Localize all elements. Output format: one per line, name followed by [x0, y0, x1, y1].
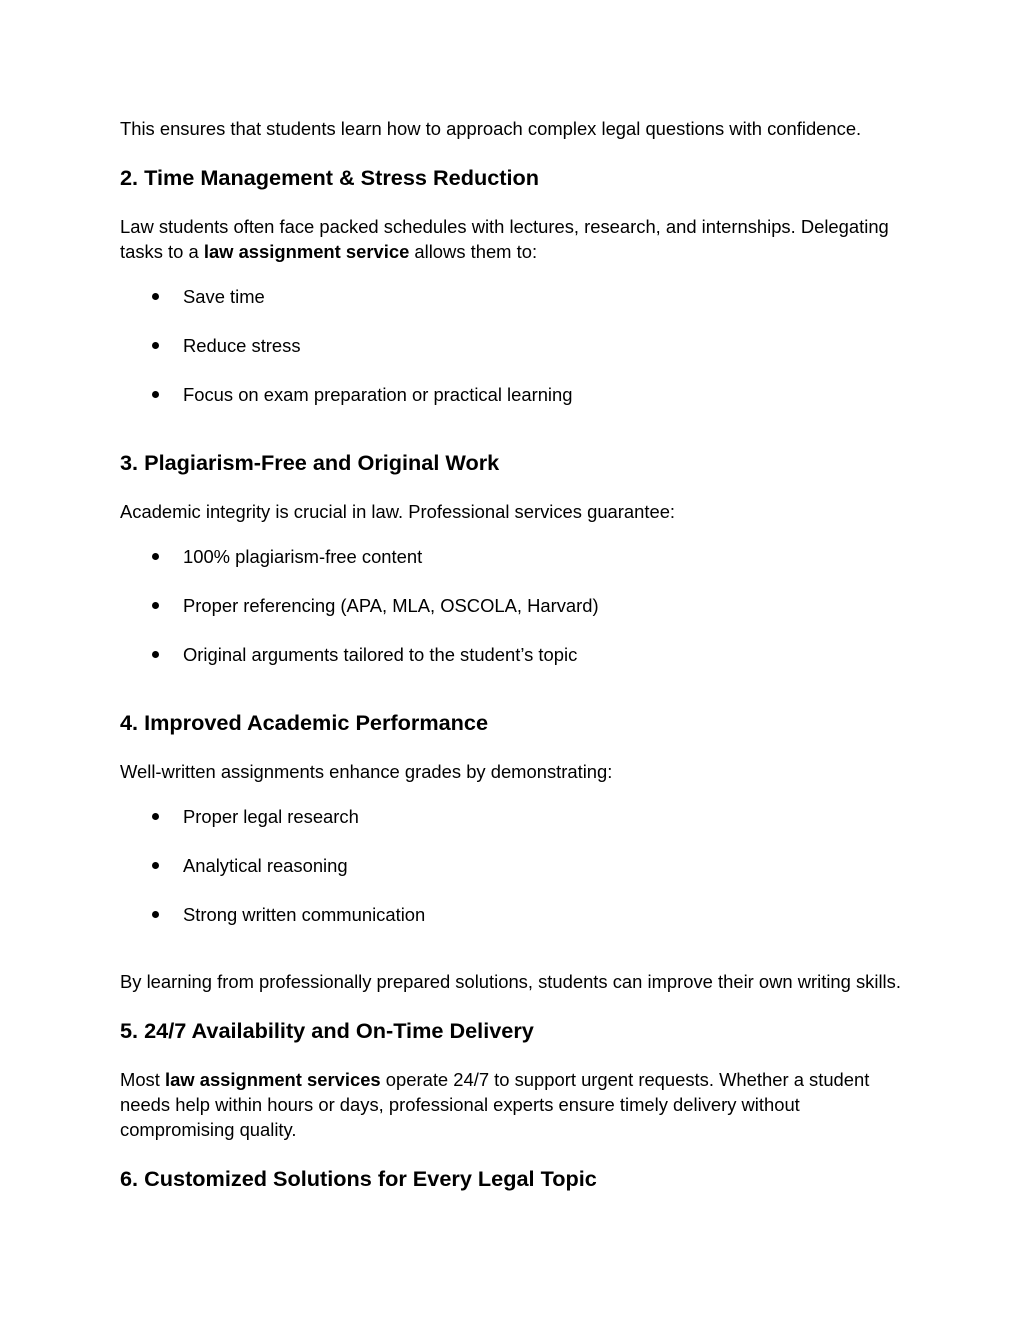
bullet-icon — [152, 342, 159, 349]
list-item-label: Save time — [183, 286, 265, 307]
paragraph-line — [120, 1067, 906, 1092]
bullet-icon — [152, 553, 159, 560]
list-item-label: Strong written communication — [183, 904, 426, 925]
section-heading: 5. 24/7 Availability and On-Time Delivery — [120, 1018, 534, 1043]
body-text: tasks to a — [120, 241, 204, 262]
section-heading: 4. Improved Academic Performance — [120, 710, 489, 735]
list-item-label: Focus on exam preparation or practical learning — [183, 384, 573, 405]
bullet-list — [120, 284, 906, 407]
list-item-label: Original arguments tailored to the student’s topic — [183, 644, 578, 665]
paragraph — [120, 969, 906, 994]
paragraph-line — [120, 116, 906, 141]
paragraph — [120, 214, 906, 264]
document-content — [120, 116, 906, 1193]
body-text: compromising quality. — [120, 1119, 297, 1140]
paragraph-line — [120, 499, 906, 524]
bold-text: law assignment service — [203, 241, 410, 262]
section-heading: 3. Plagiarism-Free and Original Work — [120, 450, 500, 475]
list-item-label: 100% plagiarism-free content — [183, 546, 423, 567]
list-item-label: Reduce stress — [183, 335, 301, 356]
list-item — [120, 902, 906, 927]
bullet-icon — [152, 602, 159, 609]
list-item-label: Analytical reasoning — [183, 855, 348, 876]
paragraph-line — [120, 969, 906, 994]
bullet-list — [120, 804, 906, 927]
body-text: Most — [120, 1069, 165, 1090]
bullet-list — [120, 544, 906, 667]
list-item — [120, 804, 906, 829]
bullet-icon — [152, 862, 159, 869]
body-text: allows them to: — [409, 241, 538, 262]
body-text: Academic integrity is crucial in law. Professional services guarantee: — [120, 501, 676, 522]
paragraph-line — [120, 239, 906, 264]
list-item-label: Proper referencing (APA, MLA, OSCOLA, Harvard) — [183, 595, 599, 616]
list-item — [120, 284, 906, 309]
bullet-icon — [152, 911, 159, 918]
bullet-icon — [152, 391, 159, 398]
bullet-icon — [152, 651, 159, 658]
body-text: needs help within hours or days, professional experts ensure timely delivery without — [120, 1094, 800, 1115]
paragraph-line — [120, 759, 906, 784]
paragraph — [120, 116, 906, 141]
list-item — [120, 382, 906, 407]
body-text: By learning from professionally prepared solutions, students can improve their own writing skills. — [120, 971, 901, 992]
paragraph-line — [120, 214, 906, 239]
paragraph — [120, 1067, 906, 1142]
body-text: Well-written assignments enhance grades by demonstrating: — [120, 761, 613, 782]
section-heading: 6. Customized Solutions for Every Legal Topic — [120, 1166, 597, 1191]
list-item-label: Proper legal research — [183, 806, 359, 827]
paragraph — [120, 759, 906, 784]
paragraph-line — [120, 1117, 906, 1142]
body-text: operate 24/7 to support urgent requests. Whether a student — [380, 1069, 870, 1090]
list-item — [120, 642, 906, 667]
list-item — [120, 593, 906, 618]
bullet-icon — [152, 813, 159, 820]
list-item — [120, 333, 906, 358]
bullet-icon — [152, 293, 159, 300]
body-text: Law students often face packed schedules with lectures, research, and internships. Delegating — [120, 216, 889, 237]
paragraph-line — [120, 1092, 906, 1117]
list-item — [120, 853, 906, 878]
body-text: This ensures that students learn how to approach complex legal questions with confidence. — [120, 118, 862, 139]
section-heading: 2. Time Management & Stress Reduction — [120, 165, 539, 190]
paragraph — [120, 499, 906, 524]
bold-text: law assignment services — [164, 1069, 381, 1090]
list-item — [120, 544, 906, 569]
